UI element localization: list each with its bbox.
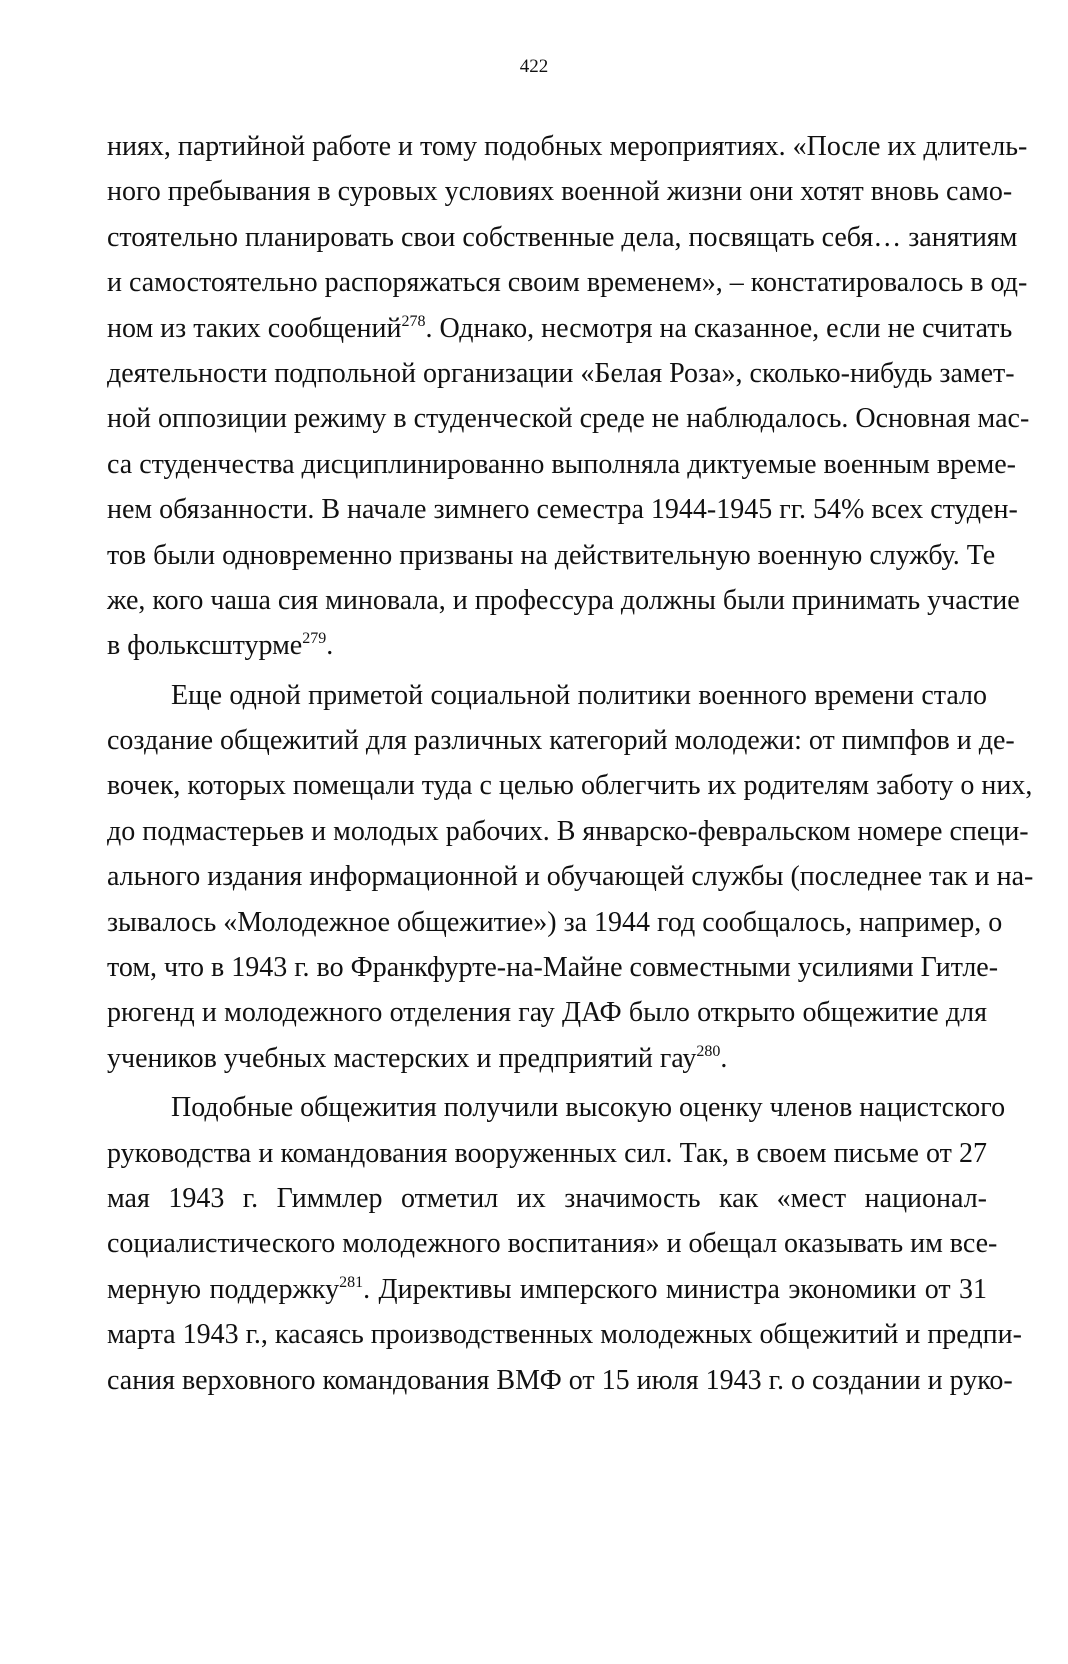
text-line: [107, 718, 1015, 763]
text-segment: социалистического молодежного воспитания» и обещал оказывать им все-: [107, 1228, 998, 1260]
footnote-marker: 281: [339, 1273, 364, 1291]
text-line: [107, 763, 1033, 808]
text-segment: учеников учебных мастерских и предприятий гау: [107, 1042, 697, 1074]
text-segment: Подобные общежития получили высокую оценку членов нацистского: [171, 1092, 1006, 1124]
text-line: [107, 351, 1015, 396]
text-line: [107, 169, 1013, 214]
paragraph: [107, 124, 1030, 669]
text-line: [107, 1176, 987, 1221]
text-line: [107, 854, 1034, 899]
text-segment: ной оппозиции режиму в студенческой среде не наблюдалось. Основная мас-: [107, 403, 1030, 435]
text-segment: .: [720, 1042, 728, 1074]
text-segment: же, кого чаша сия миновала, и профессура должны были принимать участие: [107, 584, 1020, 616]
text-segment: са студенчества дисциплинированно выполняла диктуемые военным време-: [107, 448, 1016, 480]
text-segment: тов были одновременно призваны на действительную военную службу. Те: [107, 539, 996, 571]
text-segment: том, что в 1943 г. во Франкфурте-на-Майне совместными усилиями Гитле-: [107, 952, 999, 984]
text-segment: марта 1943 г., касаясь производственных молодежных общежитий и предпи-: [107, 1319, 1022, 1351]
text-segment: . Однако, несмотря на сказанное, если не считать: [425, 312, 1013, 344]
text-line: [107, 578, 1020, 623]
footnote-marker: 279: [302, 630, 327, 648]
text-segment: .: [326, 630, 334, 662]
page-number: 422: [519, 56, 549, 77]
text-line: [107, 945, 999, 990]
body-text: [107, 124, 1034, 1403]
text-segment: стоятельно планировать свои собственные дела, посвящать себя… занятиям: [107, 221, 1018, 253]
text-segment: мерную поддержку: [107, 1273, 340, 1305]
text-segment: мая 1943 г. Гиммлер отметил их значимость как «мест национал-: [107, 1182, 987, 1214]
footnote-marker: 278: [401, 312, 426, 330]
paragraph: [107, 1085, 1022, 1403]
footnote-marker: 280: [696, 1042, 721, 1060]
text-segment: зывалось «Молодежное общежитие») за 1944 год сообщалось, например, о: [107, 906, 1003, 938]
text-segment: вочек, которых помещали туда с целью облегчить их родителям заботу о них,: [107, 770, 1033, 802]
text-line: [107, 623, 987, 668]
text-segment: ниях, партийной работе и тому подобных мероприятиях. «После их длитель-: [107, 131, 1028, 162]
text-line: [107, 396, 1030, 441]
text-line: [107, 1036, 987, 1081]
text-segment: в фольксштурме: [107, 630, 303, 662]
text-line: [107, 306, 1013, 351]
text-line: [107, 1358, 1013, 1403]
text-line: [107, 673, 987, 718]
text-segment: ного пребывания в суровых условиях военной жизни они хотят вновь само-: [107, 176, 1013, 208]
text-segment: рюгенд и молодежного отделения гау ДАФ было открыто общежитие для: [107, 997, 987, 1029]
text-line: [107, 215, 1018, 260]
text-line: [107, 1131, 987, 1176]
text-segment: деятельности подпольной организации «Белая Роза», сколько-нибудь замет-: [107, 357, 1015, 389]
text-line: [107, 809, 1029, 854]
text-segment: . Директивы имперского министра экономики от 31: [363, 1273, 987, 1305]
paragraph: [107, 673, 1034, 1082]
text-line: [107, 442, 1016, 487]
text-line: [107, 1312, 1022, 1357]
text-line: [107, 1267, 987, 1312]
text-segment: руководства и командования вооруженных сил. Так, в своем письме от 27: [107, 1137, 987, 1169]
text-segment: создание общежитий для различных категорий молодежи: от пимпфов и де-: [107, 725, 1015, 757]
text-line: [107, 1221, 998, 1266]
text-segment: ном из таких сообщений: [107, 312, 402, 344]
text-segment: Еще одной приметой социальной политики военного времени стало: [171, 679, 987, 711]
text-line: [107, 533, 996, 578]
text-line: [107, 487, 1018, 532]
text-line: [107, 990, 987, 1035]
text-segment: нем обязанности. В начале зимнего семестра 1944-1945 гг. 54% всех студен-: [107, 494, 1018, 526]
text-segment: ального издания информационной и обучающей службы (последнее так и на-: [107, 861, 1034, 893]
text-segment: сания верховного командования ВМФ от 15 июля 1943 г. о создании и руко-: [107, 1364, 1013, 1396]
text-line: [107, 1085, 1006, 1130]
text-line: [107, 124, 1028, 169]
text-segment: до подмастерьев и молодых рабочих. В январско-февральском номере специ-: [107, 815, 1029, 847]
text-line: [107, 900, 1003, 945]
text-segment: и самостоятельно распоряжаться своим временем», – констатировалось в од-: [107, 267, 1028, 299]
text-line: [107, 260, 1028, 305]
